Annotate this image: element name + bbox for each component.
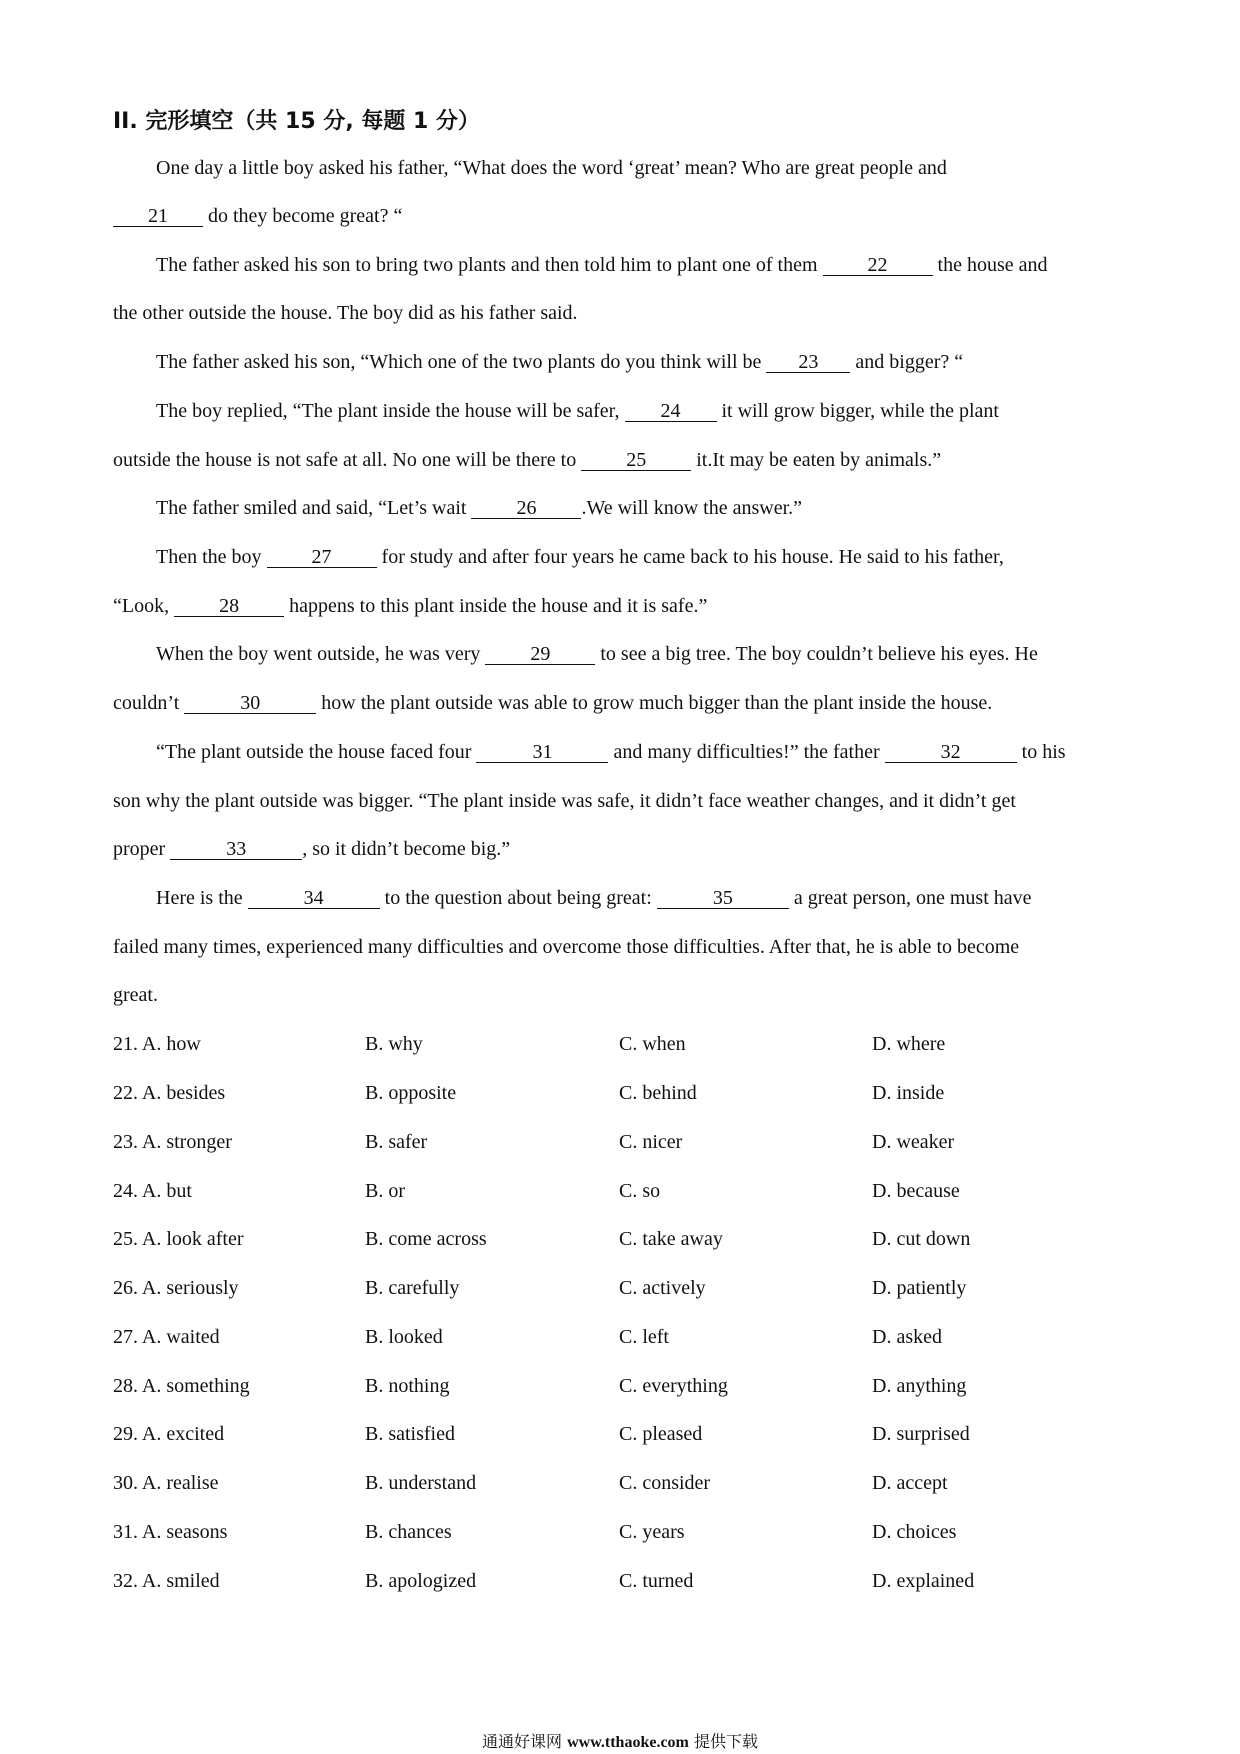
option-c: C. when	[619, 1033, 686, 1055]
option-c: C. take away	[619, 1228, 723, 1250]
option-b: B. come across	[365, 1228, 487, 1250]
passage-line	[156, 254, 1176, 277]
option-d: D. patiently	[872, 1277, 967, 1299]
blank-34: 34	[248, 888, 380, 909]
passage-text: a great person, one must have	[788, 887, 1032, 909]
blank-26: 26	[471, 498, 581, 519]
option-c: C. years	[619, 1521, 685, 1543]
passage-line	[156, 643, 1176, 666]
passage-text: .We will know the answer.”	[581, 497, 803, 519]
option-b: B. opposite	[365, 1082, 457, 1104]
blank-22: 22	[823, 255, 933, 276]
passage-line	[156, 741, 1176, 764]
option-a: 31. A. seasons	[113, 1521, 228, 1543]
option-d: D. because	[872, 1180, 960, 1202]
passage-line	[113, 984, 1133, 1007]
section-title: II. 完形填空（共 15 分, 每题 1 分）	[113, 109, 480, 134]
passage-line	[156, 400, 1176, 423]
passage-text: to the question about being great:	[379, 887, 657, 909]
passage-text: One day a little boy asked his father, “What does the word ‘great’ mean? Who are great people and	[156, 157, 947, 179]
passage-text: The father asked his son, “Which one of the two plants do you think will be	[156, 351, 767, 373]
passage-text: The father smiled and said, “Let’s wait	[156, 497, 472, 519]
passage-text: it.It may be eaten by animals.”	[691, 449, 942, 471]
option-d: D. cut down	[872, 1228, 971, 1250]
passage-line	[113, 302, 1133, 325]
option-a: 21. A. how	[113, 1033, 201, 1055]
option-a: 24. A. but	[113, 1180, 192, 1202]
option-b: B. satisfied	[365, 1423, 455, 1445]
passage-text: how the plant outside was able to grow much bigger than the plant inside the house.	[316, 692, 993, 714]
option-b: B. apologized	[365, 1570, 477, 1592]
option-b: B. why	[365, 1033, 423, 1055]
passage-line	[156, 887, 1176, 910]
passage-text: happens to this plant inside the house and it is safe.”	[284, 595, 708, 617]
option-a: 27. A. waited	[113, 1326, 220, 1348]
option-c: C. behind	[619, 1082, 697, 1104]
option-d: D. inside	[872, 1082, 945, 1104]
passage-text: , so it didn’t become big.”	[302, 838, 511, 860]
blank-29: 29	[485, 644, 595, 665]
passage-line	[113, 790, 1133, 813]
option-c: C. left	[619, 1326, 669, 1348]
passage-text: The boy replied, “The plant inside the house will be safer,	[156, 400, 625, 422]
option-a: 23. A. stronger	[113, 1131, 232, 1153]
passage-text: and bigger? “	[850, 351, 964, 373]
option-b: B. safer	[365, 1131, 428, 1153]
passage-text: to see a big tree. The boy couldn’t believe his eyes. He	[595, 643, 1038, 665]
option-a: 30. A. realise	[113, 1472, 219, 1494]
option-d: D. anything	[872, 1375, 967, 1397]
option-c: C. everything	[619, 1375, 728, 1397]
option-d: D. explained	[872, 1570, 975, 1592]
blank-23: 23	[766, 352, 850, 373]
option-a: 25. A. look after	[113, 1228, 244, 1250]
passage-text: “The plant outside the house faced four	[156, 741, 477, 763]
option-a: 32. A. smiled	[113, 1570, 220, 1592]
passage-line	[113, 449, 1133, 472]
passage-text: the house and	[932, 254, 1048, 276]
footer-download-text: 提供下载	[688, 1732, 758, 1751]
option-c: C. nicer	[619, 1131, 683, 1153]
footer-site-name: 通通好课网	[482, 1732, 568, 1751]
passage-text: to his	[1016, 741, 1066, 763]
option-b: B. carefully	[365, 1277, 460, 1299]
passage-text: proper	[113, 838, 171, 860]
passage-line	[156, 546, 1176, 569]
option-a: 28. A. something	[113, 1375, 250, 1397]
passage-text: When the boy went outside, he was very	[156, 643, 486, 665]
passage-line	[113, 205, 1133, 228]
option-c: C. pleased	[619, 1423, 703, 1445]
blank-31: 31	[476, 742, 608, 763]
page-footer	[0, 1729, 1240, 1752]
passage-text: do they become great? “	[203, 205, 403, 227]
option-b: B. nothing	[365, 1375, 450, 1397]
passage-text: it will grow bigger, while the plant	[716, 400, 999, 422]
passage-text: Then the boy	[156, 546, 267, 568]
passage-text: the other outside the house. The boy did as his father said.	[113, 302, 578, 324]
blank-28: 28	[174, 596, 284, 617]
option-b: B. looked	[365, 1326, 443, 1348]
blank-24: 24	[625, 401, 717, 422]
option-c: C. turned	[619, 1570, 694, 1592]
passage-text: couldn’t	[113, 692, 185, 714]
blank-21: 21	[113, 206, 203, 227]
blank-32: 32	[885, 742, 1017, 763]
option-a: 26. A. seriously	[113, 1277, 239, 1299]
passage-text: son why the plant outside was bigger. “The plant inside was safe, it didn’t face weather changes, and it didn’t get	[113, 790, 1016, 812]
option-a: 29. A. excited	[113, 1423, 225, 1445]
passage-line	[156, 351, 1176, 374]
option-b: B. chances	[365, 1521, 452, 1543]
passage-text: outside the house is not safe at all. No one will be there to	[113, 449, 582, 471]
blank-33: 33	[170, 839, 302, 860]
blank-25: 25	[581, 450, 691, 471]
blank-27: 27	[267, 547, 377, 568]
option-a: 22. A. besides	[113, 1082, 226, 1104]
passage-line	[113, 595, 1133, 618]
passage-text: “Look,	[113, 595, 175, 617]
passage-line	[113, 692, 1133, 715]
option-d: D. accept	[872, 1472, 948, 1494]
passage-line	[156, 157, 1176, 180]
passage-text: and many difficulties!” the father	[608, 741, 885, 763]
passage-text: for study and after four years he came back to his house. He said to his father,	[376, 546, 1004, 568]
passage-line	[156, 497, 1176, 520]
passage-text: great.	[113, 984, 158, 1006]
passage-text: failed many times, experienced many difficulties and overcome those difficulties. After that, he is able to become	[113, 936, 1020, 958]
option-b: B. understand	[365, 1472, 477, 1494]
option-c: C. so	[619, 1180, 661, 1202]
option-b: B. or	[365, 1180, 405, 1202]
option-d: D. choices	[872, 1521, 957, 1543]
passage-text: Here is the	[156, 887, 248, 909]
blank-35: 35	[657, 888, 789, 909]
option-d: D. asked	[872, 1326, 942, 1348]
passage-line	[113, 936, 1133, 959]
option-d: D. surprised	[872, 1423, 970, 1445]
passage-text: The father asked his son to bring two plants and then told him to plant one of them	[156, 254, 823, 276]
option-d: D. weaker	[872, 1131, 955, 1153]
option-c: C. consider	[619, 1472, 711, 1494]
option-d: D. where	[872, 1033, 946, 1055]
passage-line	[113, 838, 1133, 861]
option-c: C. actively	[619, 1277, 706, 1299]
footer-url[interactable]: www.tthaoke.com	[567, 1734, 689, 1751]
blank-30: 30	[184, 693, 316, 714]
